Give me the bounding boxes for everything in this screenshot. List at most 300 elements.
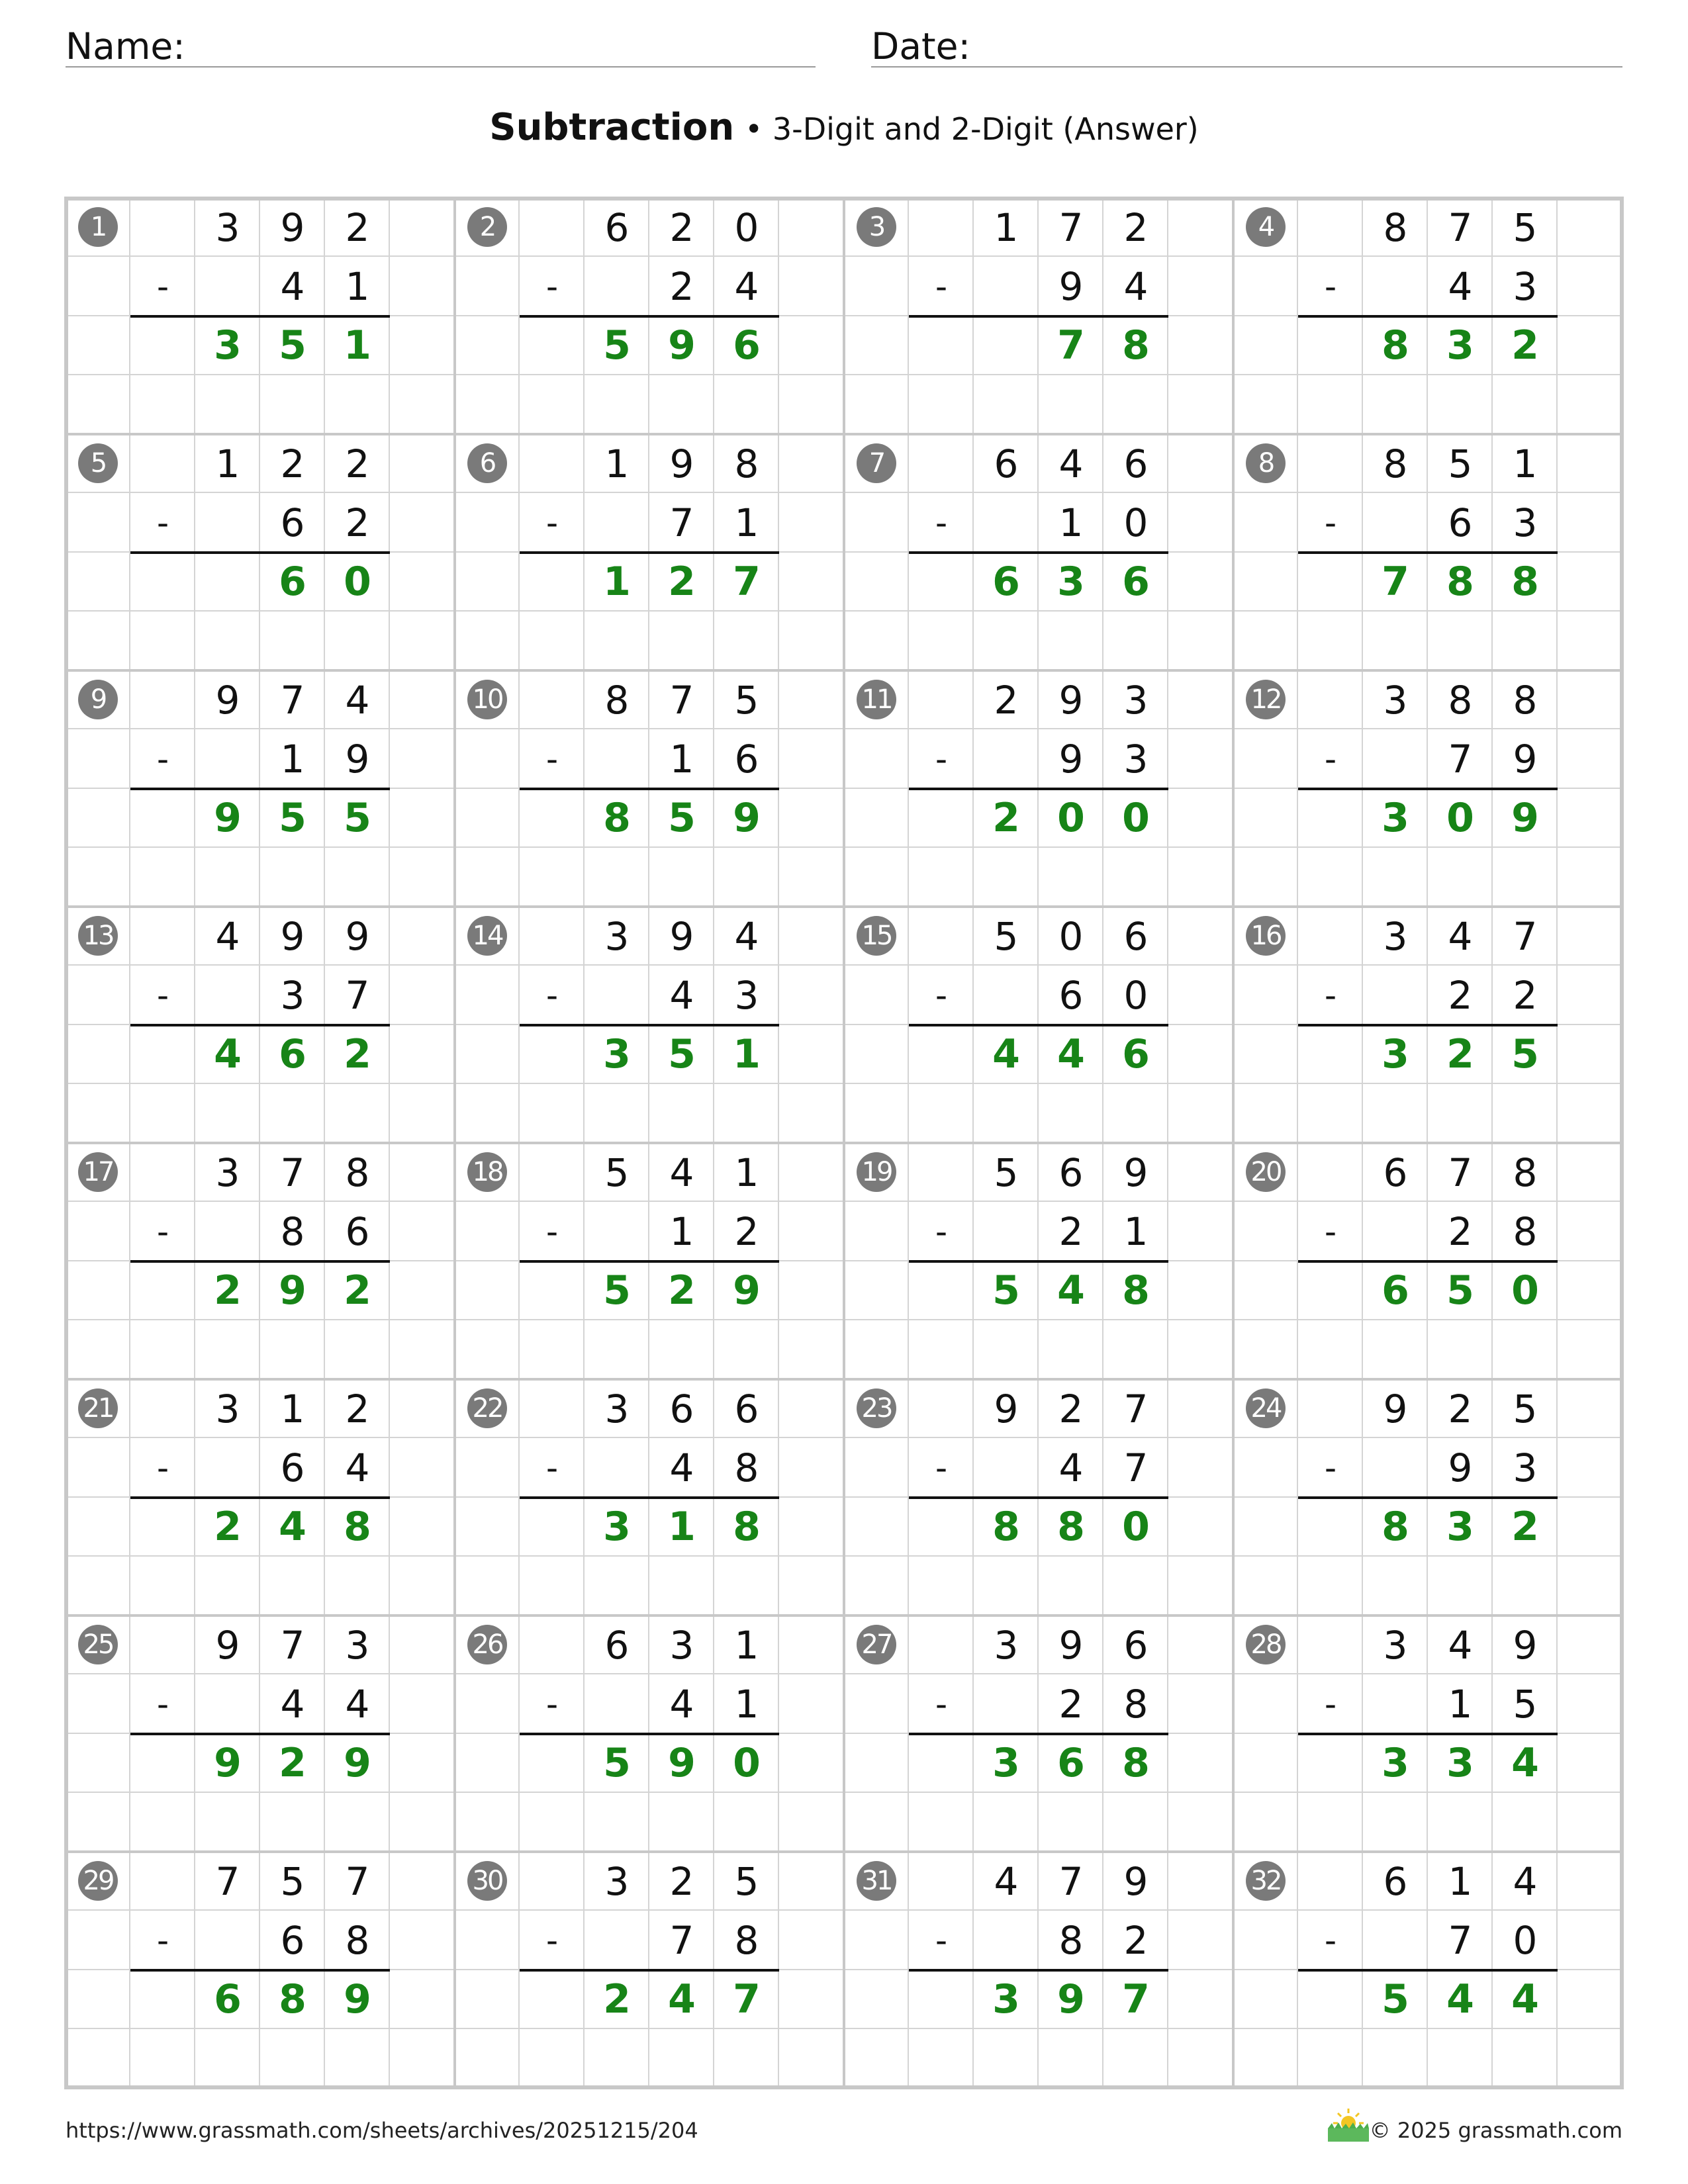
sum-rule-line bbox=[1298, 788, 1558, 790]
minus-sign: - bbox=[935, 739, 948, 778]
answer-digit: 0 bbox=[344, 559, 371, 606]
minuend-digit: 8 bbox=[1383, 205, 1408, 250]
minuend-digit: 4 bbox=[1058, 441, 1084, 486]
answer-digit: 0 bbox=[1511, 1267, 1539, 1314]
minuend-digit: 4 bbox=[669, 1150, 694, 1195]
subtrahend-digit: 9 bbox=[1513, 736, 1538, 782]
answer-digit: 3 bbox=[1446, 1504, 1474, 1551]
subtrahend-digit: 6 bbox=[280, 1917, 305, 1963]
answer-digit: 1 bbox=[603, 559, 631, 606]
answer-digit: 2 bbox=[668, 559, 696, 606]
subtrahend-digit: 2 bbox=[1513, 972, 1538, 1018]
minuend-digit: 9 bbox=[994, 1386, 1019, 1432]
subtrahend-digit: 1 bbox=[280, 736, 305, 782]
problem-number-badge: 1 bbox=[78, 207, 118, 247]
answer-digit: 8 bbox=[1122, 322, 1150, 369]
minuend-digit: 3 bbox=[215, 205, 240, 250]
sum-rule-line bbox=[1298, 315, 1558, 318]
answer-digit: 7 bbox=[1122, 1976, 1150, 2023]
date-label: Date: bbox=[871, 25, 970, 68]
page-title bbox=[0, 106, 1688, 149]
answer-digit: 5 bbox=[344, 795, 371, 842]
subtrahend-digit: 7 bbox=[669, 500, 694, 545]
minus-sign: - bbox=[545, 976, 559, 1015]
sum-rule-line bbox=[1298, 1024, 1558, 1026]
answer-digit: 1 bbox=[668, 1504, 696, 1551]
minuend-digit: 1 bbox=[994, 205, 1019, 250]
problem-number-badge: 16 bbox=[1246, 916, 1286, 956]
minuend-digit: 3 bbox=[994, 1622, 1019, 1668]
minus-sign: - bbox=[545, 1448, 559, 1487]
answer-digit: 5 bbox=[1446, 1267, 1474, 1314]
minuend-digit: 8 bbox=[734, 441, 759, 486]
answer-digit: 9 bbox=[733, 1267, 761, 1314]
sum-rule-line bbox=[520, 788, 779, 790]
answer-digit: 4 bbox=[1057, 1267, 1085, 1314]
minuend-digit: 8 bbox=[345, 1150, 370, 1195]
minus-sign: - bbox=[1324, 267, 1337, 306]
minuend-digit: 5 bbox=[994, 1150, 1019, 1195]
minus-sign: - bbox=[935, 1448, 948, 1487]
subtrahend-digit: 6 bbox=[280, 500, 305, 545]
minuend-digit: 5 bbox=[604, 1150, 630, 1195]
subtrahend-digit: 4 bbox=[734, 263, 759, 309]
minuend-digit: 2 bbox=[994, 677, 1019, 723]
subtrahend-digit: 1 bbox=[345, 263, 370, 309]
subtrahend-digit: 1 bbox=[1123, 1208, 1149, 1254]
subtrahend-digit: 8 bbox=[280, 1208, 305, 1254]
answer-digit: 4 bbox=[279, 1504, 306, 1551]
title-main: Subtraction bbox=[489, 106, 735, 149]
minuend-digit: 9 bbox=[669, 913, 694, 959]
minus-sign: - bbox=[545, 1212, 559, 1251]
footer-copyright: © 2025 grassmath.com bbox=[1369, 2118, 1622, 2143]
answer-digit: 9 bbox=[214, 1740, 242, 1787]
minuend-digit: 9 bbox=[1123, 1858, 1149, 1904]
minuend-digit: 2 bbox=[345, 205, 370, 250]
problem-number-badge: 4 bbox=[1246, 207, 1286, 247]
answer-digit: 3 bbox=[992, 1740, 1020, 1787]
subtrahend-digit: 6 bbox=[734, 736, 759, 782]
minus-sign: - bbox=[156, 739, 169, 778]
problem-number-badge: 10 bbox=[467, 680, 507, 719]
minuend-digit: 4 bbox=[1448, 1622, 1473, 1668]
minus-sign: - bbox=[156, 267, 169, 306]
minus-sign: - bbox=[545, 1684, 559, 1723]
answer-digit: 5 bbox=[1511, 1031, 1539, 1078]
minuend-digit: 7 bbox=[1448, 205, 1473, 250]
sum-rule-line bbox=[909, 1260, 1168, 1263]
answer-digit: 3 bbox=[603, 1504, 631, 1551]
sum-rule-line bbox=[130, 315, 390, 318]
subtrahend-digit: 1 bbox=[734, 500, 759, 545]
minuend-digit: 1 bbox=[734, 1622, 759, 1668]
answer-digit: 9 bbox=[668, 322, 696, 369]
minuend-digit: 5 bbox=[1448, 441, 1473, 486]
answer-digit: 9 bbox=[344, 1740, 371, 1787]
subtrahend-digit: 4 bbox=[669, 1681, 694, 1727]
answer-digit: 3 bbox=[1382, 795, 1409, 842]
problem-number-badge: 14 bbox=[467, 916, 507, 956]
minus-sign: - bbox=[1324, 503, 1337, 542]
minuend-digit: 6 bbox=[994, 441, 1019, 486]
subtrahend-digit: 0 bbox=[1513, 1917, 1538, 1963]
sum-rule-line bbox=[520, 551, 779, 554]
subtrahend-digit: 3 bbox=[1123, 736, 1149, 782]
minus-sign: - bbox=[1324, 976, 1337, 1015]
minuend-digit: 0 bbox=[734, 205, 759, 250]
sum-rule-line bbox=[130, 1969, 390, 1972]
answer-digit: 8 bbox=[344, 1504, 371, 1551]
minus-sign: - bbox=[545, 503, 559, 542]
answer-digit: 2 bbox=[603, 1976, 631, 2023]
minus-sign: - bbox=[935, 267, 948, 306]
subtrahend-digit: 4 bbox=[280, 263, 305, 309]
answer-digit: 0 bbox=[733, 1740, 761, 1787]
answer-digit: 0 bbox=[1057, 795, 1085, 842]
sum-rule-line bbox=[130, 788, 390, 790]
answer-digit: 6 bbox=[1057, 1740, 1085, 1787]
minuend-digit: 1 bbox=[734, 1150, 759, 1195]
problem-number-badge: 23 bbox=[857, 1388, 896, 1428]
minuend-digit: 6 bbox=[1383, 1150, 1408, 1195]
sum-rule-line bbox=[909, 1024, 1168, 1026]
minuend-digit: 5 bbox=[1513, 205, 1538, 250]
answer-digit: 5 bbox=[668, 1031, 696, 1078]
subtrahend-digit: 3 bbox=[1513, 263, 1538, 309]
minuend-digit: 7 bbox=[280, 1150, 305, 1195]
minuend-digit: 9 bbox=[1513, 1622, 1538, 1668]
answer-digit: 0 bbox=[1122, 795, 1150, 842]
subtrahend-digit: 6 bbox=[1448, 500, 1473, 545]
answer-digit: 5 bbox=[603, 1740, 631, 1787]
sum-rule-line bbox=[130, 1260, 390, 1263]
problem-number-badge: 5 bbox=[78, 443, 118, 483]
sum-rule-line bbox=[909, 788, 1168, 790]
answer-digit: 9 bbox=[1511, 795, 1539, 842]
answer-digit: 8 bbox=[603, 795, 631, 842]
problem-number-badge: 18 bbox=[467, 1152, 507, 1192]
minuend-digit: 7 bbox=[1058, 1858, 1084, 1904]
minuend-digit: 2 bbox=[669, 205, 694, 250]
problem-number-badge: 24 bbox=[1246, 1388, 1286, 1428]
minuend-digit: 9 bbox=[1383, 1386, 1408, 1432]
minus-sign: - bbox=[1324, 739, 1337, 778]
subtrahend-digit: 0 bbox=[1123, 500, 1149, 545]
minuend-digit: 3 bbox=[604, 913, 630, 959]
answer-digit: 9 bbox=[279, 1267, 306, 1314]
minuend-digit: 2 bbox=[1448, 1386, 1473, 1432]
minuend-digit: 9 bbox=[280, 913, 305, 959]
answer-digit: 3 bbox=[1446, 1740, 1474, 1787]
minuend-digit: 5 bbox=[280, 1858, 305, 1904]
minus-sign: - bbox=[935, 503, 948, 542]
answer-digit: 3 bbox=[1382, 1031, 1409, 1078]
problem-number-badge: 9 bbox=[78, 680, 118, 719]
subtrahend-digit: 9 bbox=[1058, 736, 1084, 782]
minuend-digit: 8 bbox=[1448, 677, 1473, 723]
answer-digit: 8 bbox=[1057, 1504, 1085, 1551]
answer-digit: 7 bbox=[1057, 322, 1085, 369]
answer-digit: 5 bbox=[603, 1267, 631, 1314]
answer-digit: 3 bbox=[1446, 322, 1474, 369]
subtrahend-digit: 1 bbox=[669, 1208, 694, 1254]
answer-digit: 6 bbox=[733, 322, 761, 369]
problem-number-badge: 32 bbox=[1246, 1861, 1286, 1901]
minus-sign: - bbox=[935, 1921, 948, 1960]
minuend-digit: 7 bbox=[280, 677, 305, 723]
problem-number-badge: 20 bbox=[1246, 1152, 1286, 1192]
minuend-digit: 1 bbox=[280, 1386, 305, 1432]
answer-digit: 3 bbox=[1382, 1740, 1409, 1787]
subtrahend-digit: 6 bbox=[280, 1445, 305, 1490]
problem-number-badge: 17 bbox=[78, 1152, 118, 1192]
subtrahend-digit: 9 bbox=[1058, 263, 1084, 309]
minuend-digit: 1 bbox=[1513, 441, 1538, 486]
minuend-digit: 9 bbox=[1058, 677, 1084, 723]
subtrahend-digit: 6 bbox=[345, 1208, 370, 1254]
subtrahend-digit: 2 bbox=[1448, 972, 1473, 1018]
problem-number-badge: 7 bbox=[857, 443, 896, 483]
subtrahend-digit: 7 bbox=[1123, 1445, 1149, 1490]
answer-digit: 5 bbox=[992, 1267, 1020, 1314]
sum-rule-line bbox=[909, 1733, 1168, 1735]
minuend-digit: 6 bbox=[1123, 913, 1149, 959]
answer-digit: 1 bbox=[344, 322, 371, 369]
minuend-digit: 3 bbox=[345, 1622, 370, 1668]
answer-digit: 4 bbox=[1511, 1976, 1539, 2023]
minuend-digit: 7 bbox=[1513, 913, 1538, 959]
answer-digit: 1 bbox=[733, 1031, 761, 1078]
sum-rule-line bbox=[1298, 1496, 1558, 1499]
answer-digit: 9 bbox=[1057, 1976, 1085, 2023]
subtrahend-digit: 4 bbox=[345, 1681, 370, 1727]
sum-rule-line bbox=[1298, 1260, 1558, 1263]
answer-digit: 3 bbox=[1057, 559, 1085, 606]
subtrahend-digit: 8 bbox=[1058, 1917, 1084, 1963]
subtrahend-digit: 8 bbox=[734, 1445, 759, 1490]
minus-sign: - bbox=[156, 1921, 169, 1960]
minuend-digit: 7 bbox=[345, 1858, 370, 1904]
minuend-digit: 9 bbox=[1058, 1622, 1084, 1668]
subtrahend-digit: 8 bbox=[345, 1917, 370, 1963]
minuend-digit: 9 bbox=[1123, 1150, 1149, 1195]
subtrahend-digit: 2 bbox=[1123, 1917, 1149, 1963]
date-line bbox=[871, 66, 1622, 68]
answer-digit: 8 bbox=[1511, 559, 1539, 606]
minus-sign: - bbox=[935, 1212, 948, 1251]
minuend-digit: 5 bbox=[734, 1858, 759, 1904]
answer-digit: 2 bbox=[214, 1267, 242, 1314]
answer-digit: 0 bbox=[1122, 1504, 1150, 1551]
minuend-digit: 3 bbox=[1383, 1622, 1408, 1668]
minuend-digit: 4 bbox=[1513, 1858, 1538, 1904]
minuend-digit: 4 bbox=[994, 1858, 1019, 1904]
subtrahend-digit: 1 bbox=[734, 1681, 759, 1727]
minuend-digit: 2 bbox=[1058, 1386, 1084, 1432]
subtrahend-digit: 4 bbox=[669, 972, 694, 1018]
minus-sign: - bbox=[1324, 1921, 1337, 1960]
problem-number-badge: 2 bbox=[467, 207, 507, 247]
problem-number-badge: 21 bbox=[78, 1388, 118, 1428]
answer-digit: 3 bbox=[603, 1031, 631, 1078]
minus-sign: - bbox=[545, 739, 559, 778]
minuend-digit: 8 bbox=[1383, 441, 1408, 486]
answer-digit: 4 bbox=[668, 1976, 696, 2023]
answer-digit: 8 bbox=[992, 1504, 1020, 1551]
minuend-digit: 1 bbox=[215, 441, 240, 486]
subtrahend-digit: 2 bbox=[1058, 1681, 1084, 1727]
minuend-digit: 6 bbox=[734, 1386, 759, 1432]
problem-number-badge: 28 bbox=[1246, 1625, 1286, 1664]
minuend-digit: 3 bbox=[1383, 677, 1408, 723]
sum-rule-line bbox=[520, 1496, 779, 1499]
minuend-digit: 5 bbox=[1513, 1386, 1538, 1432]
minuend-digit: 2 bbox=[345, 1386, 370, 1432]
subtrahend-digit: 9 bbox=[345, 736, 370, 782]
sum-rule-line bbox=[1298, 1733, 1558, 1735]
minus-sign: - bbox=[156, 503, 169, 542]
grass-sun-logo-icon bbox=[1325, 2105, 1372, 2144]
subtrahend-digit: 3 bbox=[1513, 500, 1538, 545]
minus-sign: - bbox=[156, 1448, 169, 1487]
sum-rule-line bbox=[520, 1969, 779, 1972]
answer-digit: 4 bbox=[1446, 1976, 1474, 2023]
answer-digit: 9 bbox=[214, 795, 242, 842]
minuend-digit: 4 bbox=[215, 913, 240, 959]
minus-sign: - bbox=[156, 976, 169, 1015]
minuend-digit: 3 bbox=[215, 1150, 240, 1195]
minuend-digit: 6 bbox=[1383, 1858, 1408, 1904]
minus-sign: - bbox=[545, 267, 559, 306]
answer-digit: 6 bbox=[214, 1976, 242, 2023]
answer-digit: 4 bbox=[992, 1031, 1020, 1078]
subtrahend-digit: 3 bbox=[734, 972, 759, 1018]
subtrahend-digit: 2 bbox=[345, 500, 370, 545]
problem-number-badge: 3 bbox=[857, 207, 896, 247]
subtrahend-digit: 9 bbox=[1448, 1445, 1473, 1490]
answer-digit: 5 bbox=[668, 795, 696, 842]
minus-sign: - bbox=[545, 1921, 559, 1960]
title-sub: • 3-Digit and 2-Digit (Answer) bbox=[745, 111, 1199, 147]
answer-digit: 5 bbox=[1382, 1976, 1409, 2023]
answer-digit: 6 bbox=[279, 1031, 306, 1078]
answer-digit: 4 bbox=[1057, 1031, 1085, 1078]
subtrahend-digit: 1 bbox=[669, 736, 694, 782]
minus-sign: - bbox=[1324, 1448, 1337, 1487]
problem-number-badge: 11 bbox=[857, 680, 896, 719]
minuend-digit: 3 bbox=[669, 1622, 694, 1668]
answer-digit: 2 bbox=[344, 1267, 371, 1314]
answer-digit: 8 bbox=[1122, 1267, 1150, 1314]
answer-digit: 6 bbox=[279, 559, 306, 606]
subtrahend-digit: 4 bbox=[345, 1445, 370, 1490]
minuend-digit: 6 bbox=[669, 1386, 694, 1432]
answer-digit: 4 bbox=[214, 1031, 242, 1078]
minuend-digit: 6 bbox=[1123, 441, 1149, 486]
sum-rule-line bbox=[520, 1024, 779, 1026]
minuend-digit: 7 bbox=[1058, 205, 1084, 250]
minuend-digit: 5 bbox=[734, 677, 759, 723]
minuend-digit: 3 bbox=[215, 1386, 240, 1432]
subtrahend-digit: 0 bbox=[1123, 972, 1149, 1018]
problem-number-badge: 13 bbox=[78, 916, 118, 956]
subtrahend-digit: 5 bbox=[1513, 1681, 1538, 1727]
problem-number-badge: 30 bbox=[467, 1861, 507, 1901]
subtrahend-digit: 7 bbox=[669, 1917, 694, 1963]
minuend-digit: 7 bbox=[1448, 1150, 1473, 1195]
minuend-digit: 9 bbox=[345, 913, 370, 959]
minuend-digit: 0 bbox=[1058, 913, 1084, 959]
problem-number-badge: 12 bbox=[1246, 680, 1286, 719]
answer-digit: 2 bbox=[992, 795, 1020, 842]
sum-rule-line bbox=[1298, 551, 1558, 554]
answer-digit: 9 bbox=[668, 1740, 696, 1787]
subtrahend-digit: 4 bbox=[1448, 263, 1473, 309]
sum-rule-line bbox=[130, 551, 390, 554]
answer-digit: 2 bbox=[279, 1740, 306, 1787]
minus-sign: - bbox=[1324, 1212, 1337, 1251]
problem-number-badge: 26 bbox=[467, 1625, 507, 1664]
problem-number-badge: 29 bbox=[78, 1861, 118, 1901]
subtrahend-digit: 1 bbox=[1448, 1681, 1473, 1727]
answer-digit: 9 bbox=[733, 795, 761, 842]
problem-number-badge: 19 bbox=[857, 1152, 896, 1192]
minuend-digit: 2 bbox=[280, 441, 305, 486]
sum-rule-line bbox=[520, 1260, 779, 1263]
subtrahend-digit: 7 bbox=[345, 972, 370, 1018]
minuend-digit: 6 bbox=[604, 205, 630, 250]
minuend-digit: 9 bbox=[215, 1622, 240, 1668]
minuend-digit: 9 bbox=[215, 677, 240, 723]
answer-digit: 2 bbox=[668, 1267, 696, 1314]
minuend-digit: 6 bbox=[1123, 1622, 1149, 1668]
answer-digit: 2 bbox=[1446, 1031, 1474, 1078]
minuend-digit: 3 bbox=[1383, 913, 1408, 959]
answer-digit: 2 bbox=[1511, 322, 1539, 369]
minus-sign: - bbox=[935, 976, 948, 1015]
minuend-digit: 1 bbox=[1448, 1858, 1473, 1904]
problem-grid bbox=[66, 198, 1622, 2088]
sum-rule-line bbox=[1298, 1969, 1558, 1972]
subtrahend-digit: 4 bbox=[1058, 1445, 1084, 1490]
problem-number-badge: 22 bbox=[467, 1388, 507, 1428]
answer-digit: 8 bbox=[733, 1504, 761, 1551]
subtrahend-digit: 4 bbox=[1123, 263, 1149, 309]
answer-digit: 6 bbox=[1122, 1031, 1150, 1078]
answer-digit: 7 bbox=[1382, 559, 1409, 606]
subtrahend-digit: 1 bbox=[1058, 500, 1084, 545]
answer-digit: 2 bbox=[214, 1504, 242, 1551]
subtrahend-digit: 3 bbox=[1513, 1445, 1538, 1490]
answer-digit: 6 bbox=[1382, 1267, 1409, 1314]
answer-digit: 8 bbox=[1382, 1504, 1409, 1551]
subtrahend-digit: 2 bbox=[1058, 1208, 1084, 1254]
subtrahend-digit: 2 bbox=[669, 263, 694, 309]
answer-digit: 4 bbox=[1511, 1740, 1539, 1787]
sum-rule-line bbox=[130, 1496, 390, 1499]
answer-digit: 5 bbox=[279, 322, 306, 369]
minuend-digit: 9 bbox=[669, 441, 694, 486]
minuend-digit: 9 bbox=[280, 205, 305, 250]
minuend-digit: 4 bbox=[1448, 913, 1473, 959]
problem-number-badge: 15 bbox=[857, 916, 896, 956]
minuend-digit: 2 bbox=[345, 441, 370, 486]
problem-number-badge: 25 bbox=[78, 1625, 118, 1664]
subtrahend-digit: 8 bbox=[1123, 1681, 1149, 1727]
sum-rule-line bbox=[130, 1733, 390, 1735]
answer-digit: 8 bbox=[279, 1976, 306, 2023]
